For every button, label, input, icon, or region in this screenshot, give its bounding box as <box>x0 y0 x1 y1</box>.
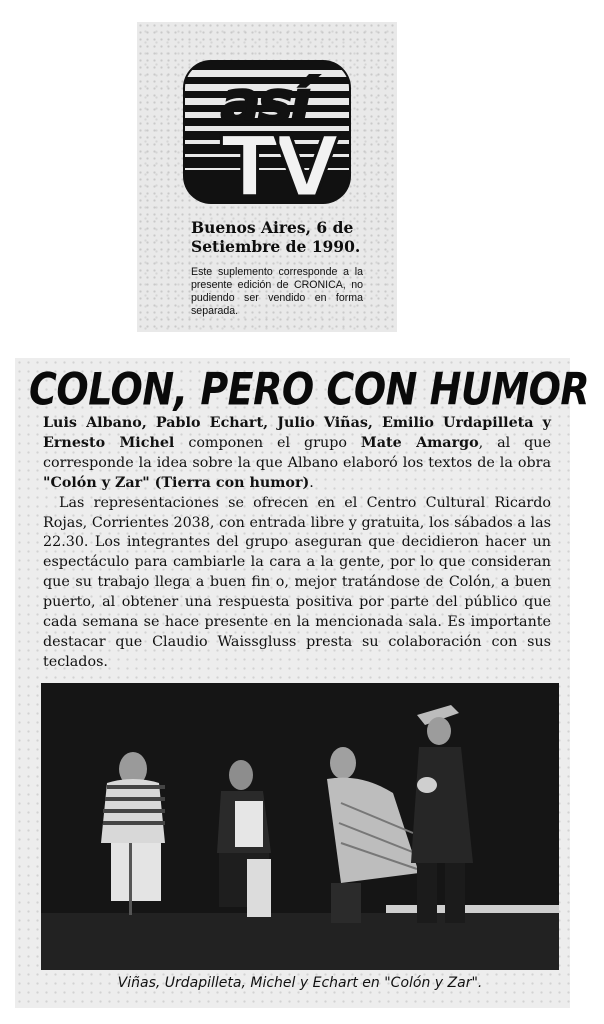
article-clipping <box>15 358 590 1008</box>
logo-tv-text: TV <box>221 118 336 208</box>
article-paragraph-1 <box>43 414 551 494</box>
p1-text-end: . <box>309 474 314 491</box>
stage-photo-illustration <box>41 683 559 970</box>
article-body <box>43 414 551 673</box>
asi-tv-logo <box>181 56 353 208</box>
group-name: Mate Amargo <box>360 434 479 451</box>
p1-text-b: , al que corresponde la idea sobre la que Albano elaboró los textos de la obra <box>43 434 551 471</box>
masthead-clipping <box>137 22 397 332</box>
article-headline: COLON, PERO CON HUMOR <box>29 363 590 416</box>
p1-text-a: componen el grupo <box>188 434 347 451</box>
photo-caption: Viñas, Urdapilleta, Michel y Echart en "Colón y Zar". <box>117 975 483 991</box>
article-paragraph-2: Las representaciones se ofrecen en el Centro Cultural Ricardo Rojas, Corrientes 2038, con entrada libre y gratuita, los sábados a las 22.30. Los integrantes del grupo aseguran que decidieron hacer un espectáculo para cambiarle la cara a la gente, por lo que consideran que su trabajo llega a buen fin o, mejor tratándose de Colón, a buen puerto, al obtener una respuesta positiva por parte del público que cada semana se hace presente en la mencionada sala. Es importante destacar que Claudio Waissgluss presta su colaboración con sus teclados. <box>43 494 551 670</box>
logo-asi-text: así <box>221 68 309 136</box>
masthead-note: Este suplemento corresponde a la presente edición de CRONICA, no pudiendo ser vendido en forma separada. <box>191 266 363 317</box>
play-title: "Colón y Zar" (Tierra con humor) <box>43 474 310 491</box>
masthead-date: Buenos Aires, 6 de Setiembre de 1990. <box>191 218 361 256</box>
cast-names: Luis Albano, Pablo Echart, Julio Viñas, Emilio Urdapilleta y Ernesto Michel <box>43 415 551 451</box>
stage-photo <box>41 683 559 970</box>
